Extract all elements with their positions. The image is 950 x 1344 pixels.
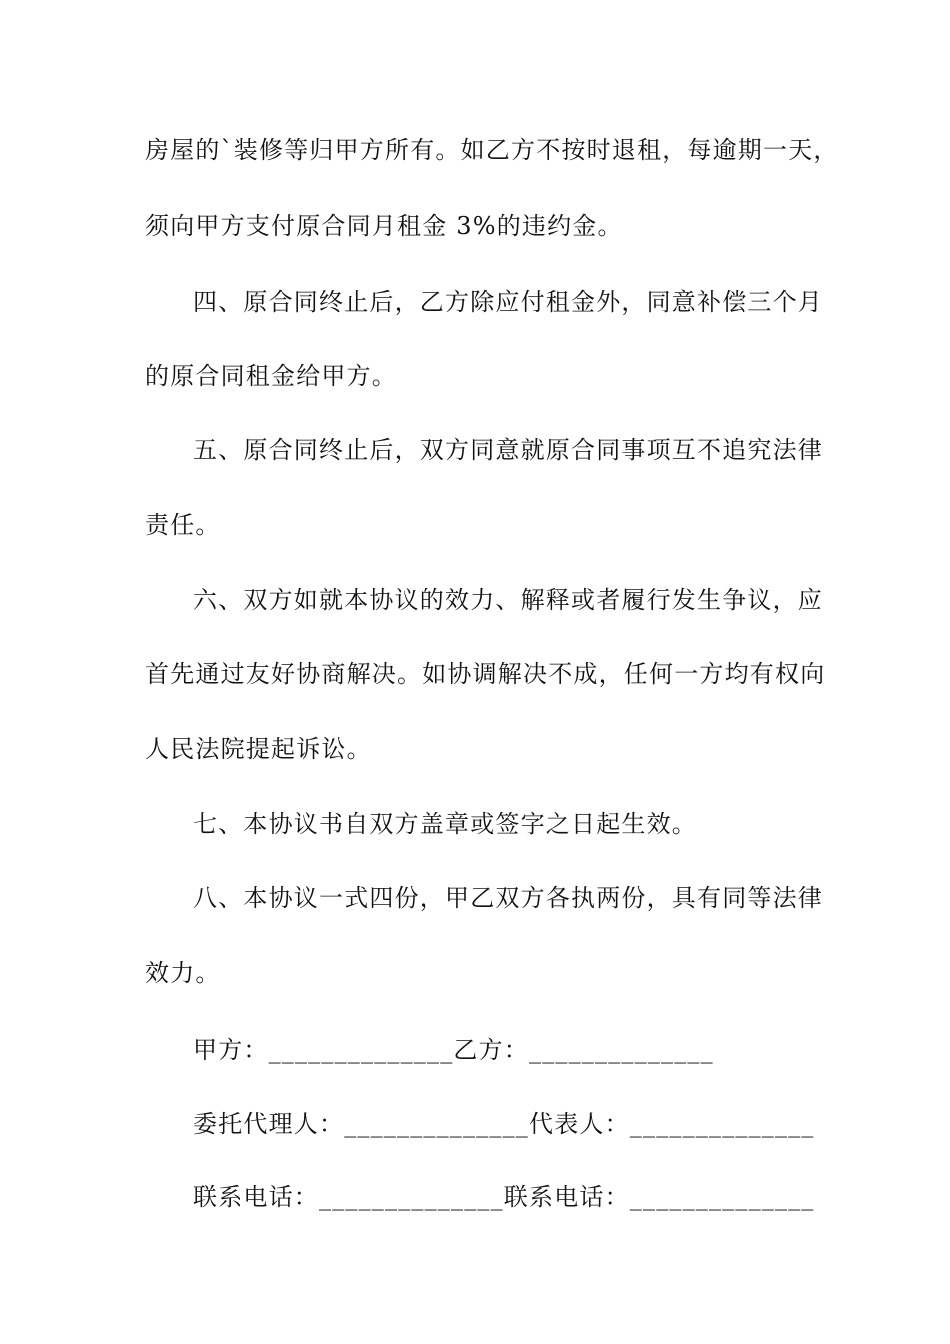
clause-eight: 八、本协议一式四份，甲乙双方各执两份，具有同等法律	[193, 884, 823, 912]
paragraph-line: 须向甲方支付原合同月租金 3%的违约金。	[145, 212, 623, 240]
clause-five: 五、原合同终止后，双方同意就原合同事项互不追究法律	[193, 436, 823, 464]
paragraph-line: 人民法院提起诉讼。	[145, 735, 372, 763]
paragraph-line: 房屋的`装修等归甲方所有。如乙方不按时退租，每逾期一天，	[145, 136, 839, 164]
clause-four: 四、原合同终止后，乙方除应付租金外，同意补偿三个月	[193, 288, 823, 316]
paragraph-line: 效力。	[145, 959, 221, 987]
signature-agent-line: 委托代理人：______________代表人：______________	[193, 1110, 815, 1138]
signature-phone-line: 联系电话：______________联系电话：______________	[193, 1183, 815, 1211]
paragraph-line: 的原合同租金给甲方。	[145, 362, 397, 390]
signature-party-line: 甲方：______________乙方：______________	[193, 1036, 714, 1064]
paragraph-line: 首先通过友好协商解决。如协调解决不成，任何一方均有权向	[145, 660, 826, 688]
paragraph-line: 责任。	[145, 511, 221, 539]
clause-seven: 七、本协议书自双方盖章或签字之日起生效。	[193, 810, 697, 838]
clause-six: 六、双方如就本协议的效力、解释或者履行发生争议，应	[193, 586, 823, 614]
